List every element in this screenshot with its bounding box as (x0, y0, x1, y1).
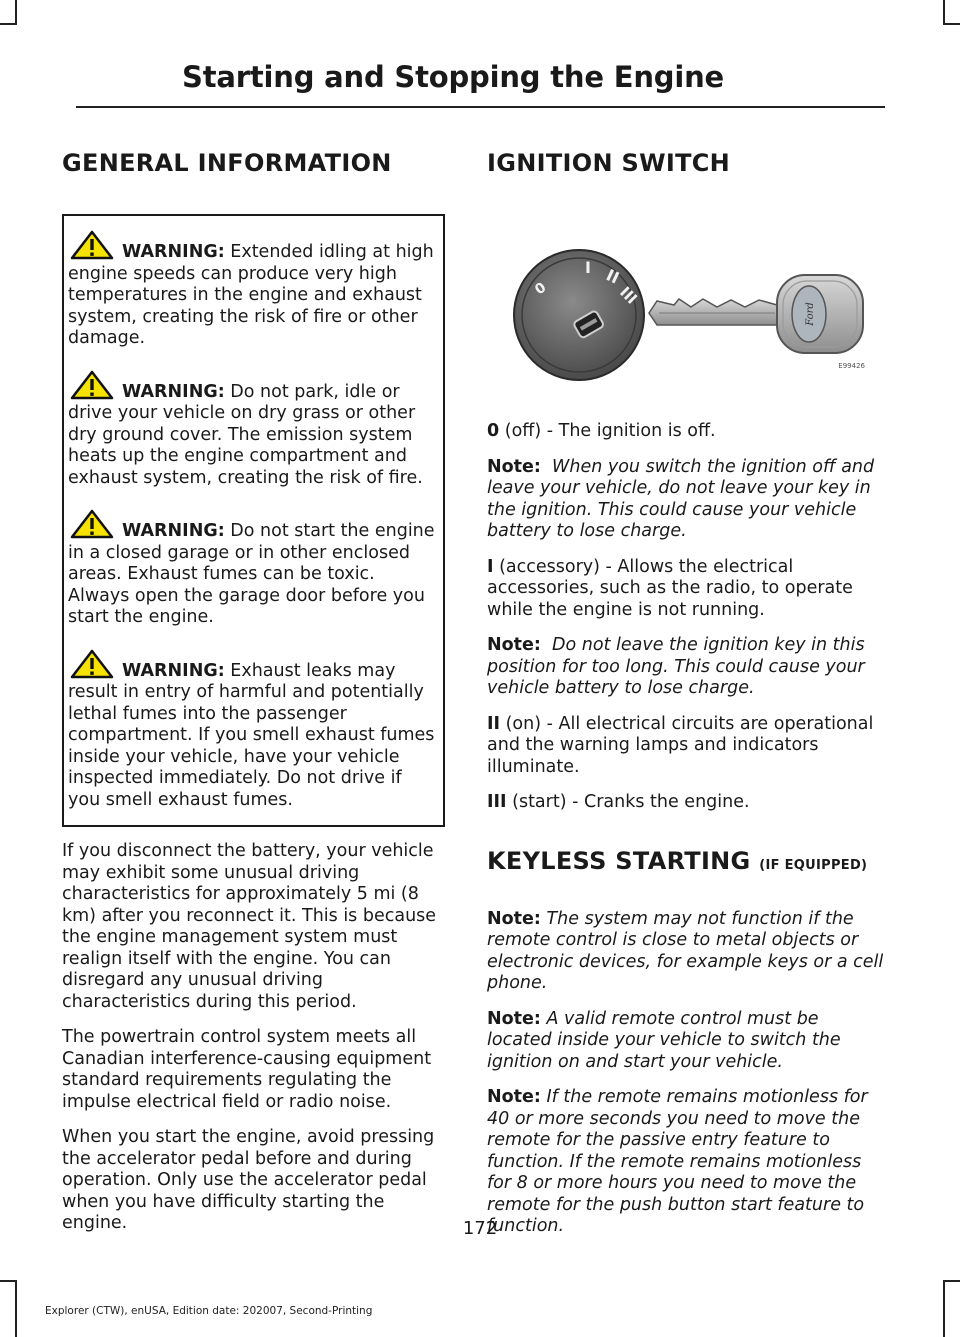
page-number: 172 (462, 1218, 498, 1239)
warning-triangle-icon (70, 509, 114, 539)
note-label: Note: (487, 1087, 541, 1107)
warning-item (68, 230, 435, 350)
position-label: I (487, 556, 494, 577)
crop-mark (0, 1280, 17, 1282)
note-paragraph (487, 1087, 885, 1238)
key-brand-logo-text: Ford (805, 302, 816, 326)
key-blade (649, 299, 777, 325)
warning-item (68, 649, 435, 812)
warning-label: WARNING: (122, 242, 225, 262)
note-paragraph (487, 1009, 885, 1074)
warning-text: Do not park, idle or drive your vehicle on dry grass or other dry ground cover. The emission system heats up the engine compartment and exhaust system, creating the risk of fire. (68, 381, 423, 488)
position-text: (off) - The ignition is off. (504, 421, 716, 441)
warning-text: Extended idling at high engine speeds can produce very high temperatures in the engine and exhaust system, creating the risk of fire or other damage. (68, 242, 434, 348)
warning-item (68, 509, 435, 629)
crop-mark (15, 0, 17, 25)
warning-label: WARNING: (122, 521, 225, 541)
dial-mark-2: II (603, 265, 623, 288)
position-text: (start) - Cranks the engine. (512, 792, 750, 812)
note-text: A valid remote control must be located inside your vehicle to switch the ignition on and start your vehicle. (487, 1008, 841, 1072)
crop-mark (15, 1280, 17, 1337)
dial-mark-1: I (585, 258, 591, 277)
crop-mark (943, 0, 945, 25)
note-label: Note: (487, 635, 541, 655)
ignition-position-on (487, 714, 885, 779)
note-label: Note: (487, 908, 541, 929)
note-paragraph (487, 635, 885, 700)
image-code: E99426 (838, 362, 865, 370)
section-heading-keyless-starting (487, 846, 885, 881)
crop-mark (943, 1280, 945, 1337)
right-column (487, 148, 885, 1238)
note-text: The system may not function if the remote control is close to metal objects or electronic devices, for example keys or a cell phone. (487, 908, 884, 993)
note-paragraph (487, 909, 885, 995)
note-text: When you switch the ignition off and leave your vehicle, do not leave your key in the ignition. This could cause your vehicle battery to lose charge. (487, 456, 875, 541)
position-text: (on) - All electrical circuits are operational and the warning lamps and indicators illuminate. (487, 713, 874, 777)
ignition-position-accessory (487, 557, 885, 622)
position-label: 0 (487, 421, 500, 441)
ignition-key-illustration (509, 243, 869, 383)
heading-text: KEYLESS STARTING (487, 846, 751, 875)
note-label: Note: (487, 456, 541, 477)
crop-mark (0, 23, 17, 25)
warning-triangle-icon (70, 230, 114, 260)
body-paragraph: If you disconnect the battery, your vehicle may exhibit some unusual driving characteristics for approximately 5 mi (8 km) after you reconnect it. This is because the engine management system must realign itself with the engine. You can disregard any unusual driving characteristics during this period. (62, 841, 437, 1012)
note-text: If the remote remains motionless for 40 or more seconds you need to move the remote for the passive entry feature to function. If the remote remains motionless for 8 or more hours you need to move the remote for the push button start feature to function. (487, 1087, 868, 1236)
warning-triangle-icon (70, 370, 114, 400)
note-paragraph (487, 457, 885, 543)
warning-triangle-icon (70, 649, 114, 679)
ignition-position-start (487, 792, 885, 814)
warning-label: WARNING: (122, 660, 225, 681)
warning-label: WARNING: (122, 381, 225, 402)
position-label: III (487, 792, 507, 812)
body-paragraph: When you start the engine, avoid pressing the accelerator pedal before and during operation. Only use the accelerator pedal when you have difficulty starting the engine. (62, 1127, 435, 1233)
header-divider (76, 106, 885, 108)
position-label: II (487, 713, 501, 734)
note-text: Do not leave the ignition key in this position for too long. This could cause your vehicle battery to lose charge. (487, 635, 865, 698)
left-column (62, 148, 445, 1235)
warning-item (68, 370, 435, 490)
warning-box (62, 214, 445, 827)
warning-text: Do not start the engine in a closed garage or in other enclosed areas. Exhaust fumes can be toxic. Always open the garage door before you start the engine. (68, 521, 435, 627)
dial-mark-3: III (616, 283, 641, 308)
body-paragraph: The powertrain control system meets all Canadian interference-causing equipment standard requirements regulating the impulse electrical field or radio noise. (62, 1027, 432, 1112)
section-heading-general-information: GENERAL INFORMATION (62, 149, 392, 177)
position-text: (accessory) - Allows the electrical accessories, such as the radio, to operate while the engine is not running. (487, 556, 853, 620)
crop-mark (943, 1280, 960, 1282)
warning-text: Exhaust leaks may result in entry of harmful and potentially lethal fumes into the passenger compartment. If you smell exhaust fumes inside your vehicle, have your vehicle inspected immediately. Do not drive if you smell exhaust fumes. (68, 660, 435, 810)
heading-suffix: (IF EQUIPPED) (759, 857, 868, 873)
ignition-position-off (487, 421, 885, 443)
crop-mark (943, 23, 960, 25)
dial-mark-0: 0 (532, 279, 550, 299)
page-title: Starting and Stopping the Engine (182, 60, 724, 94)
footer-edition-info: Explorer (CTW), enUSA, Edition date: 202007, Second-Printing (45, 1305, 373, 1317)
section-heading-ignition-switch: IGNITION SWITCH (487, 149, 731, 177)
note-label: Note: (487, 1008, 541, 1029)
ignition-dial (514, 250, 644, 380)
